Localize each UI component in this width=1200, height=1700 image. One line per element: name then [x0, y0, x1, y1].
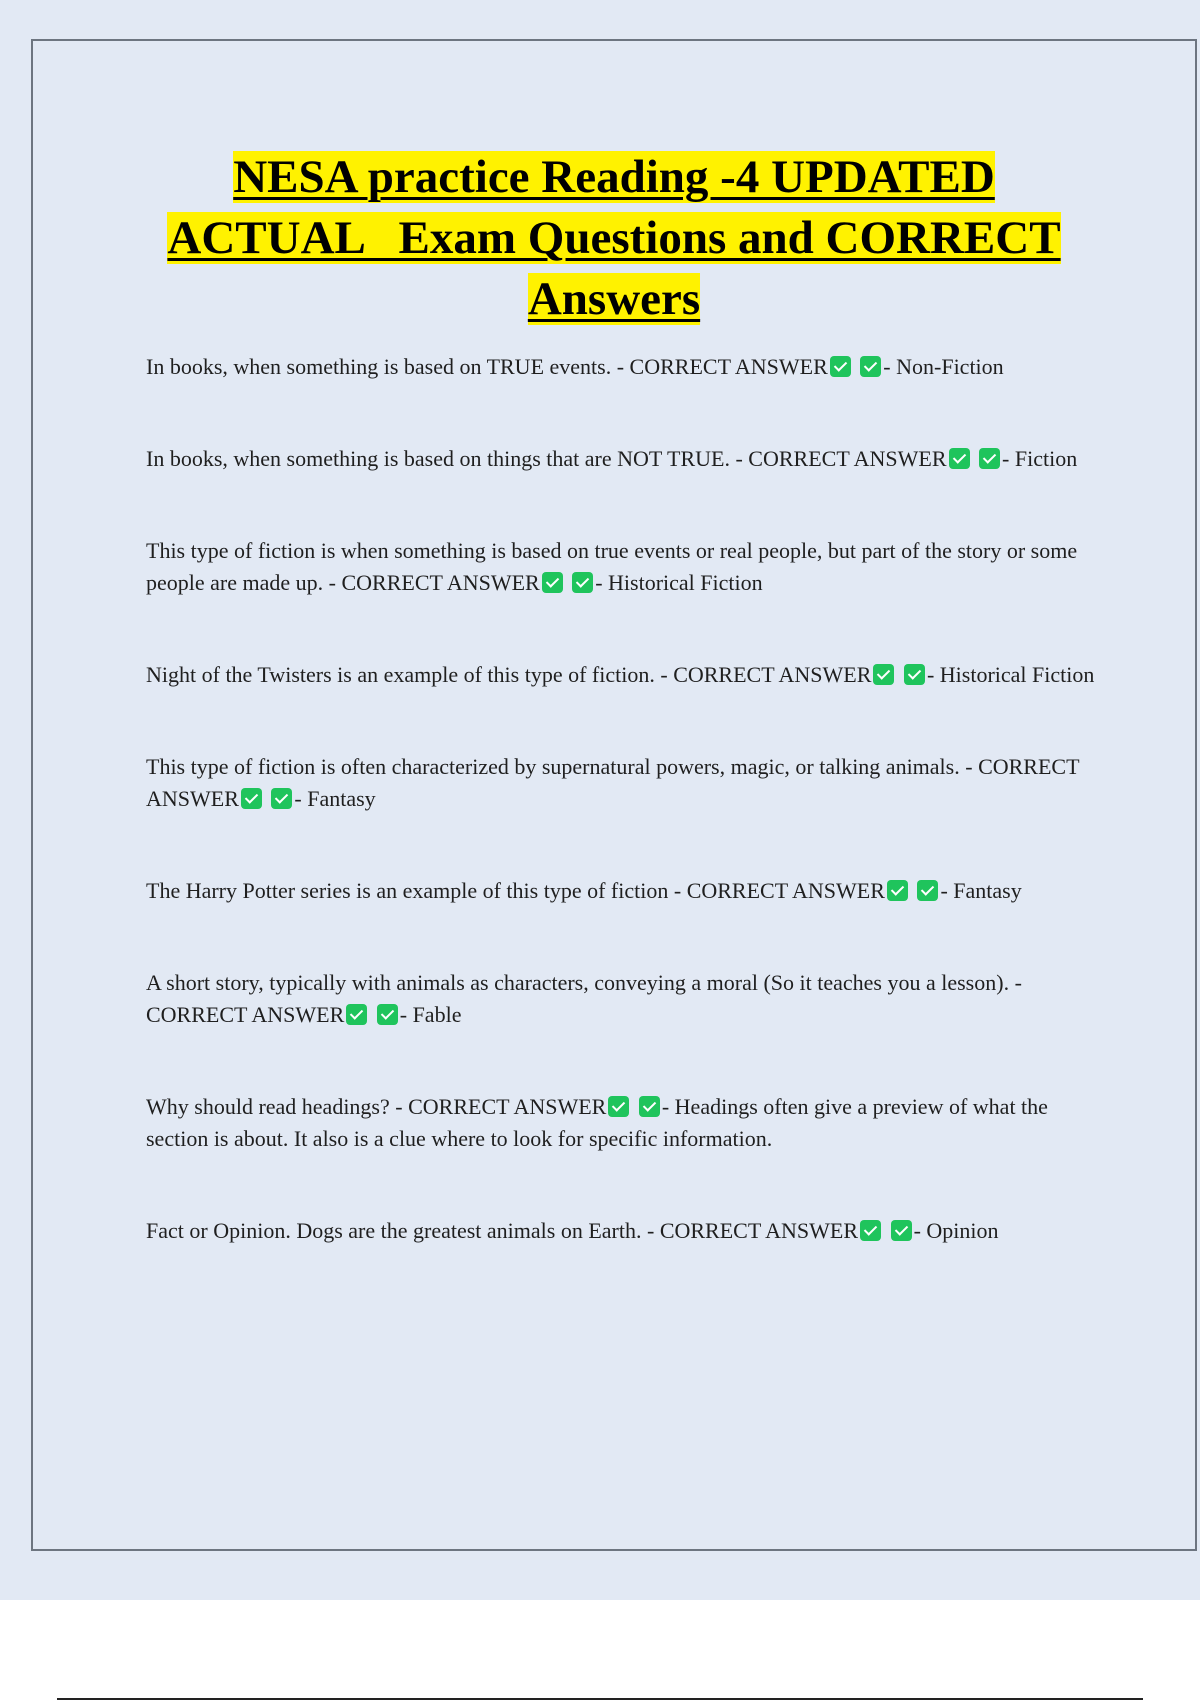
answer-marker: CORRECT ANSWER	[748, 446, 947, 471]
check-box-icon	[346, 1004, 367, 1025]
question-text: Why should read headings? -	[146, 1094, 409, 1119]
title-line-2: ACTUAL Exam Questions and CORRECT	[167, 212, 1061, 264]
check-box-icon	[241, 788, 262, 809]
title-line-1: NESA practice Reading -4 UPDATED	[233, 151, 995, 203]
qa-item	[146, 751, 1095, 815]
check-box-icon	[572, 572, 593, 593]
answer-marker: CORRECT ANSWER	[146, 1002, 345, 1027]
answer-text: - Non-Fiction	[883, 354, 1004, 379]
check-box-icon	[904, 664, 925, 685]
qa-item	[146, 1215, 1095, 1247]
check-box-icon	[271, 788, 292, 809]
check-box-icon	[917, 880, 938, 901]
answer-marker: CORRECT ANSWER	[146, 754, 1080, 811]
answer-text: - Opinion	[913, 1218, 999, 1243]
check-box-icon	[860, 356, 881, 377]
answer-text: - Fantasy	[294, 786, 376, 811]
question-answer-list	[33, 351, 1195, 1247]
check-box-icon	[873, 664, 894, 685]
answer-text: - Fantasy	[940, 878, 1022, 903]
answer-text: - Fable	[399, 1002, 462, 1027]
answer-text: - Historical Fiction	[595, 570, 763, 595]
answer-text: - Headings often give a preview of what the section is about. It also is a clue where to look for specific information.	[146, 1094, 1048, 1151]
title-line-3: Answers	[527, 273, 701, 325]
check-box-icon	[949, 448, 970, 469]
document-frame	[31, 39, 1197, 1551]
qa-item	[146, 535, 1095, 599]
question-text: Fact or Opinion. Dogs are the greatest animals on Earth. -	[146, 1218, 660, 1243]
check-box-icon	[887, 880, 908, 901]
answer-marker: CORRECT ANSWER	[659, 1218, 859, 1243]
check-box-icon	[860, 1220, 881, 1241]
qa-item	[146, 443, 1095, 475]
question-text: A short story, typically with animals as characters, conveying a moral (So it teaches you a lesson). -	[146, 970, 1022, 995]
answer-marker: CORRECT ANSWER	[686, 878, 885, 903]
check-box-icon	[377, 1004, 398, 1025]
check-box-icon	[891, 1220, 912, 1241]
check-box-icon	[542, 572, 563, 593]
answer-marker: CORRECT ANSWER	[341, 570, 540, 595]
qa-item	[146, 967, 1095, 1031]
check-box-icon	[979, 448, 1000, 469]
check-box-icon	[639, 1096, 660, 1117]
answer-marker: CORRECT ANSWER	[629, 354, 828, 379]
answer-marker: CORRECT ANSWER	[408, 1094, 607, 1119]
qa-item	[146, 875, 1095, 907]
answer-marker: CORRECT ANSWER	[673, 662, 872, 687]
question-text: This type of fiction is often characterized by supernatural powers, magic, or talking animals. -	[146, 754, 979, 779]
question-text: This type of fiction is when something is based on true events or real people, but part of the story or some people are made up. -	[146, 538, 1078, 595]
answer-text: - Fiction	[1002, 446, 1078, 471]
question-text: Night of the Twisters is an example of this type of fiction. -	[146, 662, 674, 687]
document-title	[33, 147, 1195, 330]
check-box-icon	[830, 356, 851, 377]
question-text: In books, when something is based on TRUE events. -	[146, 354, 630, 379]
question-text: In books, when something is based on things that are NOT TRUE. -	[146, 446, 749, 471]
question-text: The Harry Potter series is an example of this type of fiction -	[146, 878, 687, 903]
qa-item	[146, 351, 1095, 383]
answer-text: - Historical Fiction	[926, 662, 1095, 687]
qa-item	[146, 659, 1095, 691]
check-box-icon	[608, 1096, 629, 1117]
qa-item	[146, 1091, 1095, 1155]
